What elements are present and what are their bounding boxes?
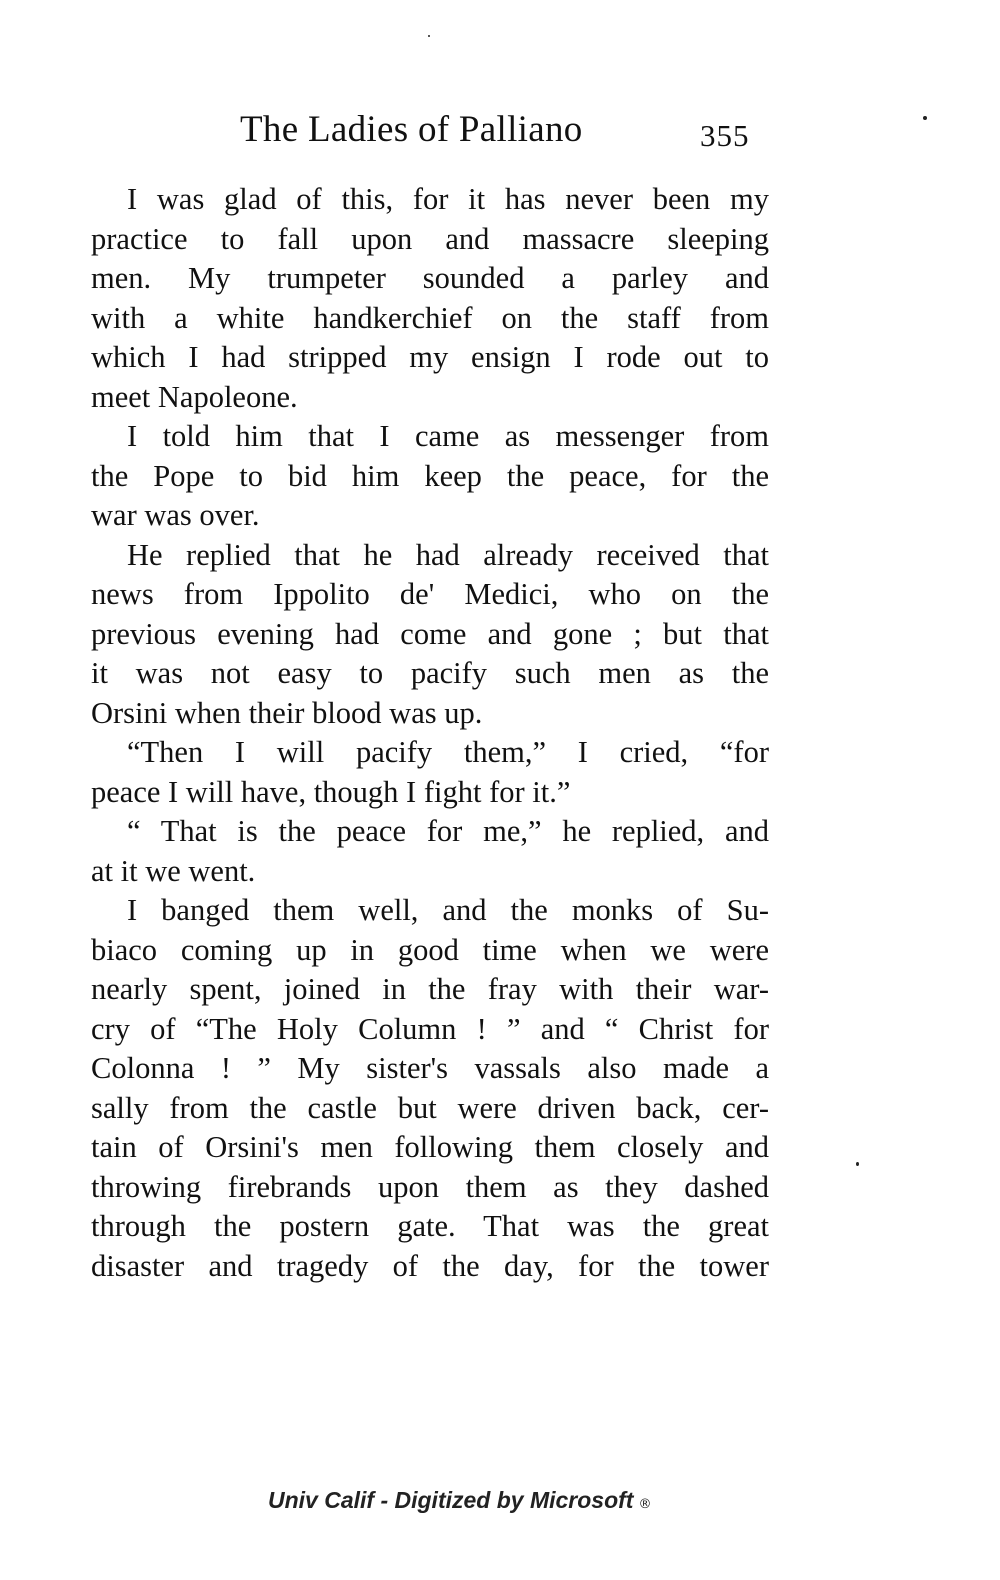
text-line: peace I will have, though I fight for it.” (91, 774, 571, 809)
scan-speck (923, 116, 927, 120)
text-line: at it we went. (91, 853, 256, 888)
text-line: nearly spent, joined in the fray with their war- (91, 972, 769, 1006)
text-line: tain of Orsini's men following them closely and (91, 1130, 769, 1164)
page-title: The Ladies of Palliano (240, 109, 583, 150)
running-head (240, 108, 770, 158)
text-line: biaco coming up in good time when we were (91, 932, 769, 967)
body-text (91, 180, 769, 1286)
text-line: practice to fall upon and massacre sleeping (91, 221, 769, 256)
text-line: meet Napoleone. (91, 379, 298, 414)
text-line: “Then I will pacify them,” I cried, “for (127, 735, 769, 769)
text-line: which I had stripped my ensign I rode out to (91, 340, 769, 374)
text-line: I told him that I came as messenger from (127, 419, 769, 453)
text-line: previous evening had come and gone ; but that (91, 616, 769, 651)
text-line: throwing firebrands upon them as they dashed (91, 1169, 769, 1204)
watermark-mark: ® (638, 1497, 652, 1512)
text-line: war was over. (91, 498, 260, 532)
digitization-watermark (268, 1487, 651, 1514)
text-line: I banged them well, and the monks of Su- (127, 893, 769, 927)
text-line: cry of “The Holy Column ! ” and “ Christ for (91, 1011, 769, 1046)
text-line: disaster and tragedy of the day, for the tower (91, 1248, 769, 1283)
scan-speck (428, 35, 430, 37)
text-line: sally from the castle but were driven back, cer- (91, 1090, 769, 1125)
text-line: with a white handkerchief on the staff from (91, 300, 769, 335)
page-number: 355 (700, 118, 750, 153)
text-line: the Pope to bid him keep the peace, for the (91, 458, 769, 493)
text-line: “ That is the peace for me,” he replied, and (127, 814, 769, 848)
text-line: it was not easy to pacify such men as the (91, 656, 769, 690)
text-line: He replied that he had already received that (127, 537, 769, 572)
text-line: through the postern gate. That was the great (91, 1209, 769, 1243)
text-line: news from Ippolito de' Medici, who on the (91, 577, 769, 611)
text-line: I was glad of this, for it has never been my (127, 182, 769, 216)
text-line: men. My trumpeter sounded a parley and (91, 261, 769, 295)
text-line: Colonna ! ” My sister's vassals also made a (91, 1051, 769, 1085)
text-line: Orsini when their blood was up. (91, 695, 483, 730)
scan-speck (856, 1162, 859, 1166)
watermark-text: Univ Calif - Digitized by Microsoft (268, 1487, 634, 1513)
